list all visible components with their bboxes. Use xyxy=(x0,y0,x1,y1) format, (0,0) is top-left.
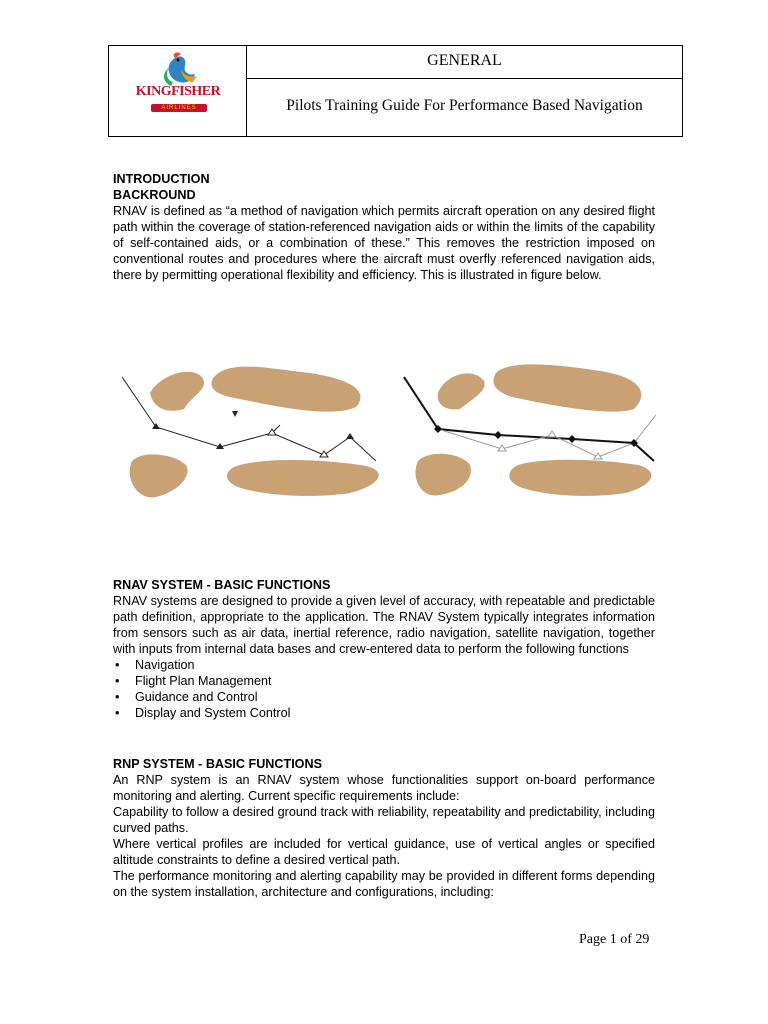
logo-subtext: AIRLINES xyxy=(151,104,207,112)
navaid-symbol xyxy=(548,431,556,437)
page-number: Page 1 of 29 xyxy=(579,932,650,947)
heading-introduction: INTRODUCTION xyxy=(113,172,210,186)
rnp-paragraph-4: The performance monitoring and alerting capability may be provided in different forms depending on the system installation, architecture and configurations, including: xyxy=(113,869,655,899)
terrain-shape xyxy=(493,364,641,411)
terrain-shape xyxy=(211,367,360,412)
title-cell xyxy=(247,46,682,136)
navaid-symbol xyxy=(152,423,160,429)
navaid-symbol xyxy=(232,411,238,417)
rnav-section xyxy=(113,577,655,721)
document-header xyxy=(108,45,683,137)
heading-rnp: RNP SYSTEM - BASIC FUNCTIONS xyxy=(113,757,322,771)
rnp-paragraph-1: An RNP system is an RNAV system whose functionalities support on-board performance monitoring and alerting. Current specific requirements include: xyxy=(113,773,655,803)
conventional-route-line xyxy=(438,415,656,457)
list-item: • Flight Plan Management xyxy=(127,673,655,689)
terrain-shape xyxy=(150,372,204,411)
terrain-shape xyxy=(438,373,485,409)
logo-wordmark: KINGFISHER xyxy=(135,84,221,99)
rnp-paragraph-3: Where vertical profiles are included for vertical guidance, use of vertical angles or specified altitude constraints to define a desired vertical path. xyxy=(113,837,655,867)
document-title: Pilots Training Guide For Performance Based Navigation xyxy=(286,97,643,114)
terrain-shape xyxy=(227,460,379,496)
section-title: GENERAL xyxy=(247,46,682,79)
heading-rnav: RNAV SYSTEM - BASIC FUNCTIONS xyxy=(113,578,331,592)
waypoint-symbol xyxy=(568,435,576,443)
heading-background: BACKROUND xyxy=(113,188,196,202)
logo-cell xyxy=(109,46,247,136)
intro-paragraph: RNAV is defined as “a method of navigation which permits aircraft operation on any desired flight path within the coverage of station-referenced navigation aids or within the limits of the capability of self-contained aids, or a combination of these.” This removes the restriction imposed on conventional routes and procedures where the aircraft must overfly referenced navigation aids, there by permitting operational flexibility and efficiency. This is illustrated in figure below. xyxy=(113,204,655,282)
introduction-section xyxy=(113,171,655,283)
terrain-shape xyxy=(130,454,188,497)
waypoint-symbol xyxy=(494,431,502,439)
terrain-shape xyxy=(509,460,651,496)
rnav-route-figure xyxy=(120,355,660,503)
list-item: • Display and System Control xyxy=(127,705,655,721)
rnav-paragraph: RNAV systems are designed to provide a given level of accuracy, with repeatable and predictable path definition, appropriate to the application. The RNAV System typically integrates information from sensors such as air data, inertial reference, radio navigation, satellite navigation, together with inputs from internal data bases and crew-entered data to perform the following functions xyxy=(113,594,655,656)
list-item: • Guidance and Control xyxy=(127,689,655,705)
rnav-functions-list xyxy=(113,657,655,721)
list-item: • Navigation xyxy=(127,657,655,673)
rnp-paragraph-2: Capability to follow a desired ground track with reliability, repeatability and predictability, including curved paths. xyxy=(113,805,655,835)
terrain-shape xyxy=(415,454,470,496)
navaid-symbol xyxy=(346,433,354,439)
rnp-section xyxy=(113,756,655,900)
